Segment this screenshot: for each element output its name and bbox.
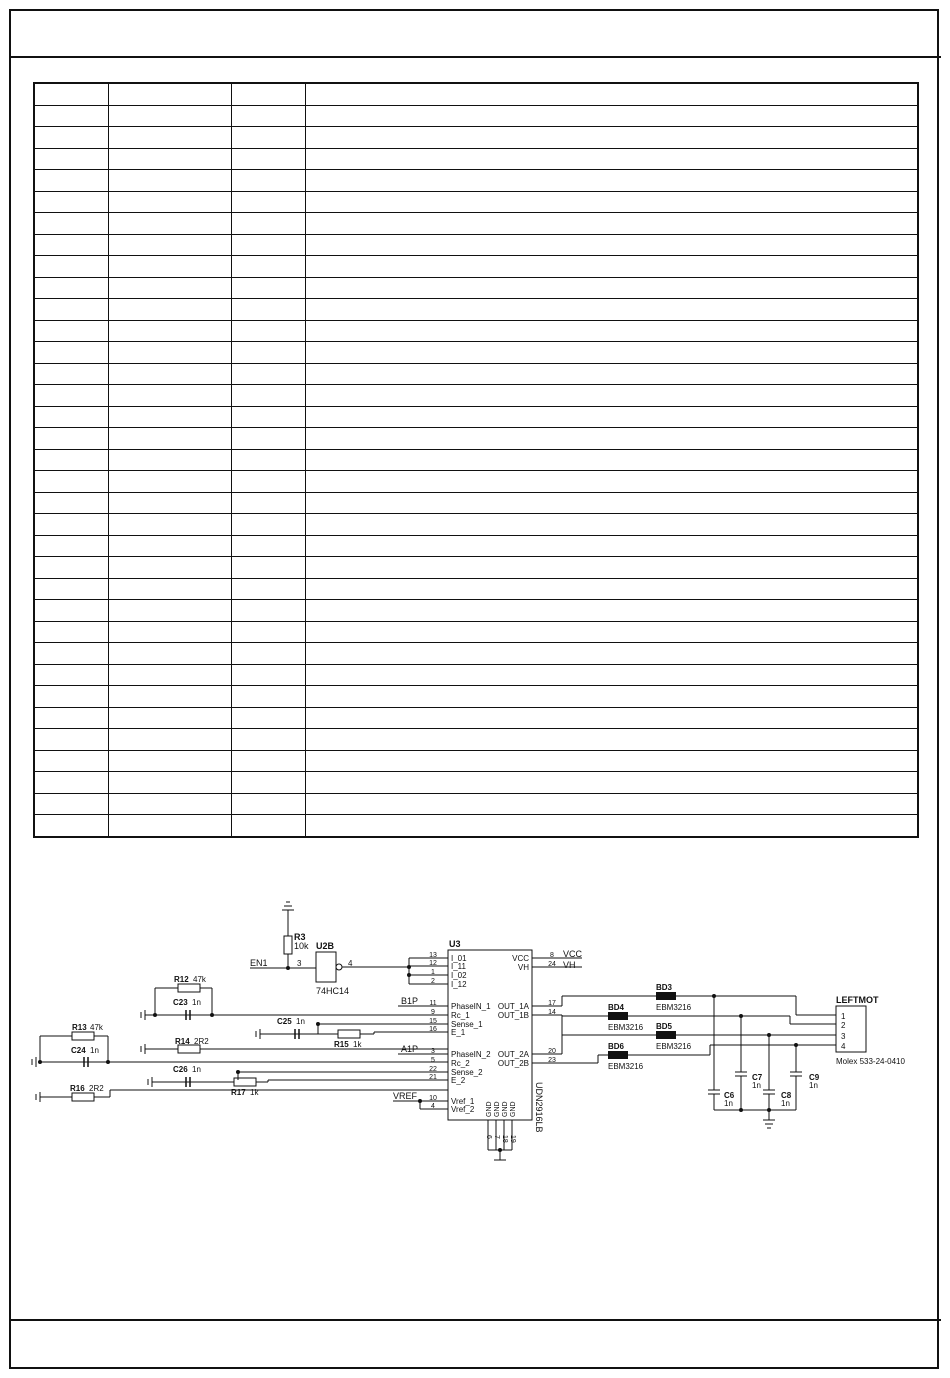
table-cell	[231, 686, 305, 708]
table-cell	[108, 342, 231, 364]
table-cell	[231, 170, 305, 192]
bd5-body	[656, 1031, 676, 1039]
bd3-ref: BD3	[656, 983, 673, 992]
table-cell	[34, 105, 108, 127]
footer-divider	[9, 1319, 941, 1321]
u3-pin-name: I_01	[451, 954, 467, 963]
u3-pin-number: 2	[431, 978, 435, 985]
u3-pin-number: 1	[431, 969, 435, 976]
c7-value: 1n	[752, 1081, 761, 1090]
connector-part: Molex 533-24-0410	[836, 1057, 905, 1066]
table-cell	[108, 428, 231, 450]
table-row	[34, 514, 918, 536]
table-cell	[305, 299, 918, 321]
u3-pin-number: 17	[548, 1000, 556, 1007]
bd6-value: EBM3216	[608, 1062, 644, 1071]
table-cell	[305, 449, 918, 471]
r16-value: 2R2	[89, 1084, 104, 1093]
table-row	[34, 707, 918, 729]
table-cell	[34, 815, 108, 837]
net-vcc: VCC	[563, 949, 583, 959]
u3-pin-number: 8	[550, 952, 554, 959]
c23-value: 1n	[192, 998, 201, 1007]
u3-pin-number: 5	[431, 1057, 435, 1064]
table-cell	[305, 385, 918, 407]
table-cell	[34, 320, 108, 342]
table-cell	[108, 707, 231, 729]
r15-ref: R15	[334, 1040, 349, 1049]
table-cell	[305, 148, 918, 170]
table-cell	[231, 385, 305, 407]
r15-value: 1k	[353, 1040, 362, 1049]
c25-ref: C25	[277, 1017, 292, 1026]
table-cell	[305, 428, 918, 450]
r3-value: 10k	[294, 941, 309, 951]
table-cell	[34, 578, 108, 600]
table-cell	[305, 750, 918, 772]
table-cell	[305, 277, 918, 299]
table-row	[34, 363, 918, 385]
c9-ref: C9	[809, 1073, 820, 1082]
bd6-body	[608, 1051, 628, 1059]
table-row	[34, 320, 918, 342]
table-row	[34, 299, 918, 321]
table-cell	[108, 578, 231, 600]
table-cell	[305, 793, 918, 815]
u3-pin-number: 6	[485, 1135, 492, 1139]
u3-pin-number: 10	[429, 1095, 437, 1102]
table-cell	[108, 492, 231, 514]
table-cell	[231, 815, 305, 837]
table-cell	[305, 815, 918, 837]
table-cell	[305, 772, 918, 794]
table-cell	[108, 664, 231, 686]
table-row	[34, 535, 918, 557]
table-cell	[231, 191, 305, 213]
table-row	[34, 277, 918, 299]
table-row	[34, 191, 918, 213]
table-cell	[305, 578, 918, 600]
table-cell	[231, 234, 305, 256]
table-cell	[231, 127, 305, 149]
u3-pin-number: 13	[429, 952, 437, 959]
table-cell	[305, 320, 918, 342]
r12-ref: R12	[174, 975, 189, 984]
c24-value: 1n	[90, 1046, 99, 1055]
table-cell	[34, 750, 108, 772]
table-cell	[34, 686, 108, 708]
table-cell	[231, 793, 305, 815]
table-cell	[108, 643, 231, 665]
table-cell	[231, 535, 305, 557]
table-cell	[231, 83, 305, 105]
table-cell	[231, 148, 305, 170]
table-cell	[108, 535, 231, 557]
table-row	[34, 772, 918, 794]
table-cell	[34, 342, 108, 364]
u3-pin-number: 21	[429, 1074, 437, 1081]
u3-pin-name: VH	[517, 963, 529, 972]
table-row	[34, 643, 918, 665]
table-cell	[34, 127, 108, 149]
c23-ref: C23	[173, 998, 188, 1007]
connector-pin-4: 4	[841, 1042, 846, 1051]
table-cell	[108, 363, 231, 385]
table-cell	[108, 815, 231, 837]
table-row	[34, 83, 918, 105]
table-cell	[108, 514, 231, 536]
table-cell	[305, 514, 918, 536]
u3-pin-number: 22	[429, 1066, 437, 1073]
bd5-ref: BD5	[656, 1022, 673, 1031]
u3-pin-name: I_11	[451, 962, 466, 971]
table-cell	[305, 191, 918, 213]
table-cell	[108, 471, 231, 493]
r3-ref: R3	[294, 932, 306, 942]
bd4-ref: BD4	[608, 1003, 625, 1012]
r14-ref: R14	[175, 1037, 190, 1046]
table-cell	[305, 535, 918, 557]
table-cell	[108, 772, 231, 794]
table-cell	[108, 750, 231, 772]
table-cell	[305, 664, 918, 686]
table-cell	[34, 449, 108, 471]
u3-pin-name: E_2	[451, 1076, 466, 1085]
table-cell	[108, 170, 231, 192]
table-cell	[34, 428, 108, 450]
table-cell	[305, 600, 918, 622]
table-cell	[34, 256, 108, 278]
connector-ref: LEFTMOT	[836, 995, 879, 1005]
table-cell	[231, 600, 305, 622]
table-row	[34, 127, 918, 149]
u3-pin-name: GND	[486, 1101, 493, 1117]
table-cell	[305, 105, 918, 127]
table-cell	[108, 600, 231, 622]
c6-ref: C6	[724, 1091, 735, 1100]
u3-pin-number: 16	[429, 1026, 437, 1033]
table-cell	[231, 643, 305, 665]
table-cell	[108, 191, 231, 213]
table-cell	[231, 750, 305, 772]
u3-pin-name: OUT_1B	[497, 1011, 529, 1020]
u3-pin-name: I_12	[451, 980, 467, 989]
u3-pin-number: 9	[431, 1009, 435, 1016]
table-cell	[305, 170, 918, 192]
table-cell	[305, 213, 918, 235]
table-cell	[108, 621, 231, 643]
table-row	[34, 256, 918, 278]
table-cell	[34, 170, 108, 192]
table-cell	[34, 277, 108, 299]
net-vh: VH	[563, 960, 576, 970]
r13-value: 47k	[90, 1023, 103, 1032]
table-cell	[305, 643, 918, 665]
u2b-ref: U2B	[316, 941, 335, 951]
table-cell	[305, 729, 918, 751]
u3-pin-name: PhaseIN_1	[451, 1002, 491, 1011]
connector-pin-2: 2	[841, 1021, 846, 1030]
table-cell	[34, 471, 108, 493]
table-cell	[305, 363, 918, 385]
u3-pin-name: E_1	[451, 1028, 466, 1037]
table-cell	[34, 385, 108, 407]
schematic	[0, 880, 950, 1143]
table-row	[34, 105, 918, 127]
table-cell	[108, 299, 231, 321]
u3-pin-number: 24	[548, 961, 556, 968]
r17-value: 1k	[250, 1088, 259, 1097]
bd5-value: EBM3216	[656, 1042, 692, 1051]
table-cell	[108, 105, 231, 127]
table-cell	[34, 643, 108, 665]
table-cell	[34, 363, 108, 385]
table-cell	[34, 707, 108, 729]
table-cell	[108, 83, 231, 105]
table-cell	[305, 492, 918, 514]
r3-body	[284, 936, 292, 954]
table-cell	[108, 385, 231, 407]
table-row	[34, 213, 918, 235]
u3-pin-name: Vref_1	[451, 1097, 475, 1106]
table-cell	[305, 557, 918, 579]
table-cell	[108, 148, 231, 170]
table-row	[34, 815, 918, 837]
table-cell	[108, 557, 231, 579]
table-row	[34, 621, 918, 643]
table-cell	[108, 320, 231, 342]
table-cell	[305, 127, 918, 149]
table-row	[34, 557, 918, 579]
u2b-pin-in: 3	[297, 959, 302, 968]
table-row	[34, 449, 918, 471]
table-cell	[34, 406, 108, 428]
table-cell	[34, 299, 108, 321]
table-row	[34, 686, 918, 708]
table-cell	[34, 664, 108, 686]
u2b-pin-out: 4	[348, 959, 353, 968]
u3-pin-name: GND	[510, 1101, 517, 1117]
table-row	[34, 664, 918, 686]
table-cell	[231, 299, 305, 321]
bd3-value: EBM3216	[656, 1003, 692, 1012]
table-cell	[231, 277, 305, 299]
c24-ref: C24	[71, 1046, 86, 1055]
u3-pin-name: Rc_1	[451, 1011, 470, 1020]
u3-pin-number: 23	[548, 1057, 556, 1064]
u3-pin-number: 3	[431, 1048, 435, 1055]
c8-ref: C8	[781, 1091, 792, 1100]
table-cell	[34, 600, 108, 622]
c9-value: 1n	[809, 1081, 818, 1090]
u3-ref: U3	[449, 939, 461, 949]
table-cell	[231, 492, 305, 514]
table-row	[34, 406, 918, 428]
u3-pin-name: Sense_1	[451, 1020, 483, 1029]
u3-pin-number: 14	[548, 1009, 556, 1016]
connector-pin-1: 1	[841, 1012, 846, 1021]
table-cell	[231, 557, 305, 579]
table-cell	[305, 621, 918, 643]
table-cell	[231, 406, 305, 428]
table-row	[34, 729, 918, 751]
u3-pin-name: Vref_2	[451, 1105, 475, 1114]
table-row	[34, 148, 918, 170]
u3-pin-number: 20	[548, 1048, 556, 1055]
table-cell	[305, 256, 918, 278]
revision-table	[33, 82, 919, 838]
table-cell	[231, 729, 305, 751]
table-cell	[34, 492, 108, 514]
c25-value: 1n	[296, 1017, 305, 1026]
table-cell	[231, 449, 305, 471]
r17-ref: R17	[231, 1088, 246, 1097]
u3-pin-number: 19	[509, 1135, 516, 1143]
table-cell	[231, 342, 305, 364]
u2b-body	[316, 952, 336, 982]
c26-value: 1n	[192, 1065, 201, 1074]
table-cell	[305, 406, 918, 428]
r14-value: 2R2	[194, 1037, 209, 1046]
table-row	[34, 234, 918, 256]
table-cell	[305, 342, 918, 364]
table-row	[34, 600, 918, 622]
table-cell	[108, 234, 231, 256]
table-cell	[34, 83, 108, 105]
table-cell	[34, 213, 108, 235]
table-cell	[231, 213, 305, 235]
table-cell	[34, 535, 108, 557]
net-en1: EN1	[250, 958, 268, 968]
title-divider	[9, 56, 941, 58]
table-cell	[34, 191, 108, 213]
connector-pin-3: 3	[841, 1032, 846, 1041]
table-cell	[231, 514, 305, 536]
r16-ref: R16	[70, 1084, 85, 1093]
table-cell	[108, 729, 231, 751]
u3-pin-name: Rc_2	[451, 1059, 470, 1068]
table-cell	[108, 256, 231, 278]
u3-pin-number: 11	[429, 1000, 437, 1007]
table-cell	[108, 793, 231, 815]
table-row	[34, 385, 918, 407]
net-b1p: B1P	[401, 996, 419, 1006]
table-cell	[305, 471, 918, 493]
u3-pin-name: PhaseIN_2	[451, 1050, 491, 1059]
table-cell	[108, 449, 231, 471]
table-cell	[108, 213, 231, 235]
bd4-body	[608, 1012, 628, 1020]
table-row	[34, 750, 918, 772]
u3-pin-name: Sense_2	[451, 1068, 483, 1077]
table-cell	[34, 621, 108, 643]
c7-ref: C7	[752, 1073, 763, 1082]
u3-pin-name: OUT_1A	[497, 1002, 529, 1011]
c26-ref: C26	[173, 1065, 188, 1074]
u3-pin-number: 15	[429, 1018, 437, 1025]
table-row	[34, 342, 918, 364]
table-cell	[34, 793, 108, 815]
u3-right-pins	[498, 952, 556, 1068]
table-cell	[305, 686, 918, 708]
table-cell	[108, 127, 231, 149]
u3-pin-number: 12	[429, 960, 437, 967]
u3-part: UDN2916LB	[534, 1082, 544, 1133]
table-cell	[231, 105, 305, 127]
table-row	[34, 793, 918, 815]
u3-pin-number: 18	[501, 1135, 508, 1143]
table-cell	[34, 514, 108, 536]
table-row	[34, 471, 918, 493]
table-cell	[231, 621, 305, 643]
u3-pin-number: 4	[431, 1103, 435, 1110]
net-vref: VREF	[393, 1091, 418, 1101]
u3-pin-name: GND	[494, 1101, 501, 1117]
table-cell	[231, 578, 305, 600]
u3-pin-name: I_02	[451, 971, 467, 980]
bd6-ref: BD6	[608, 1042, 625, 1051]
table-cell	[34, 729, 108, 751]
table-row	[34, 428, 918, 450]
table-cell	[305, 707, 918, 729]
table-cell	[34, 772, 108, 794]
table-cell	[108, 277, 231, 299]
u2b-part: 74HC14	[316, 986, 350, 996]
table-row	[34, 170, 918, 192]
table-cell	[231, 320, 305, 342]
table-cell	[231, 664, 305, 686]
table-cell	[108, 406, 231, 428]
table-cell	[231, 428, 305, 450]
c6-value: 1n	[724, 1099, 733, 1108]
r13-ref: R13	[72, 1023, 87, 1032]
table-cell	[231, 471, 305, 493]
table-cell	[34, 148, 108, 170]
u3-pin-number: 7	[493, 1135, 500, 1139]
table-cell	[305, 234, 918, 256]
table-cell	[231, 772, 305, 794]
u3-pin-name: VCC	[512, 954, 529, 963]
c8-value: 1n	[781, 1099, 790, 1108]
table-row	[34, 578, 918, 600]
net-a1p: A1P	[401, 1044, 419, 1054]
r12-value: 47k	[193, 975, 206, 984]
u3-pin-name: OUT_2B	[497, 1059, 529, 1068]
table-cell	[231, 363, 305, 385]
u3-pin-name: OUT_2A	[497, 1050, 529, 1059]
table-cell	[108, 686, 231, 708]
table-cell	[34, 234, 108, 256]
bd4-value: EBM3216	[608, 1023, 644, 1032]
table-cell	[305, 83, 918, 105]
table-cell	[231, 256, 305, 278]
table-cell	[34, 557, 108, 579]
table-row	[34, 492, 918, 514]
table-cell	[231, 707, 305, 729]
u3-pin-name: GND	[502, 1101, 509, 1117]
bd3-body	[656, 992, 676, 1000]
